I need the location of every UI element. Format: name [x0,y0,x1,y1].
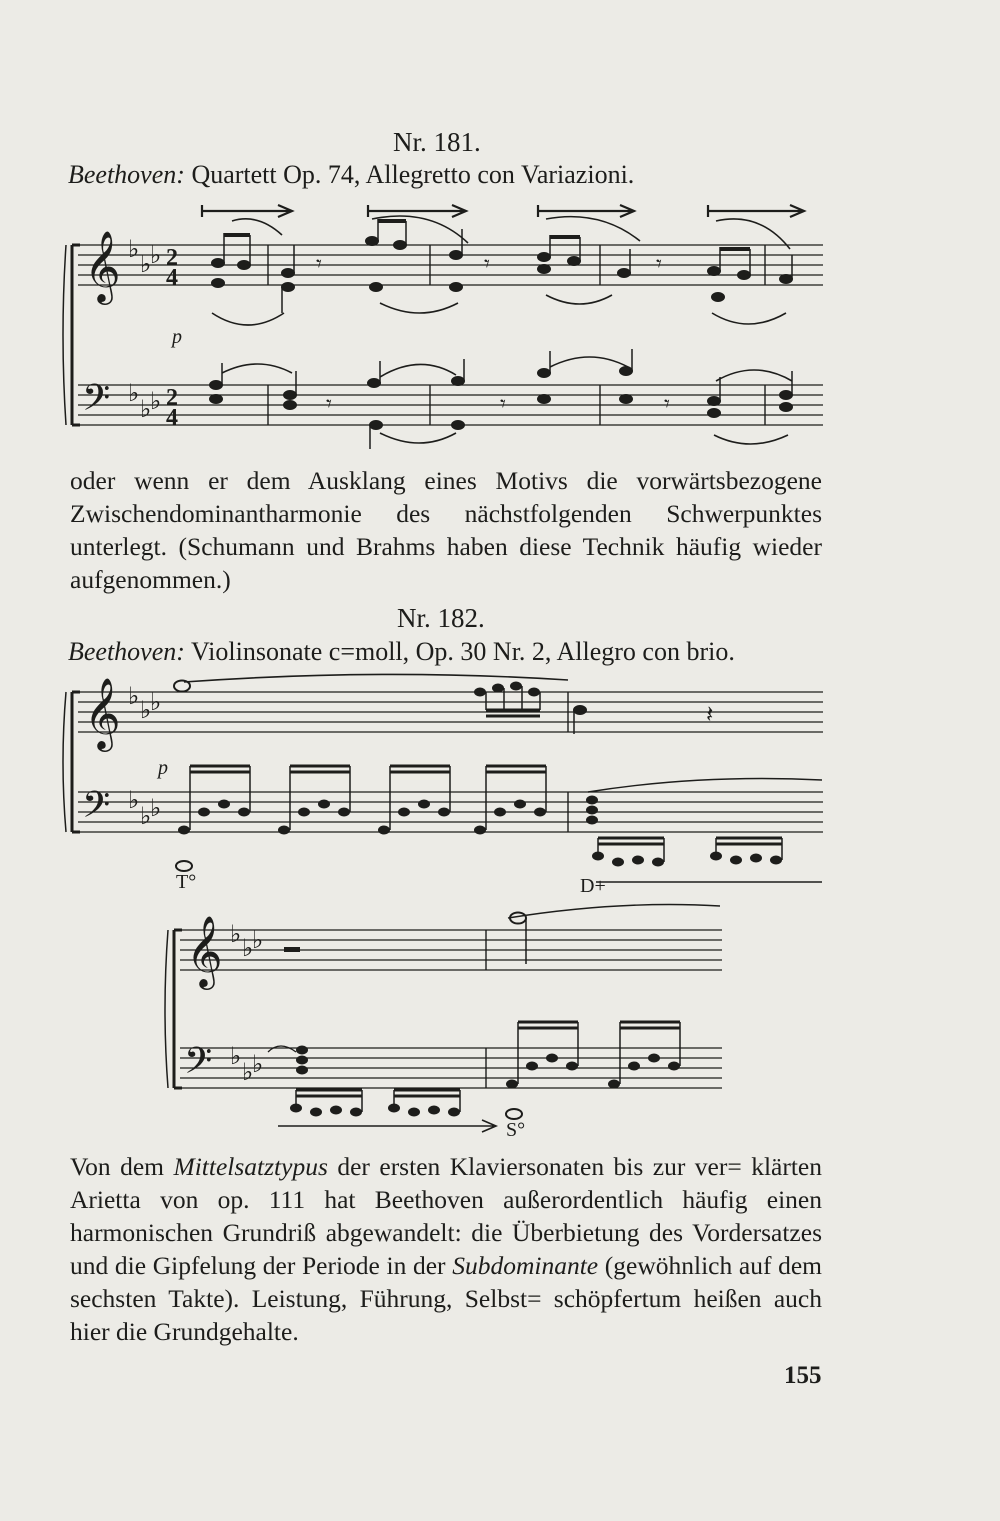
svg-text:♭: ♭ [252,928,264,954]
paragraph-1-text: oder wenn er dem Ausklang eines Motivs die vorwärtsbezogene Zwischendominantharmonie des nächstfolgenden Schwerpunktes unterlegt. (Schumann und Brahms haben diese Technik häufig wieder aufgenommen.) [70,466,822,594]
example-181-title [68,160,634,190]
dynamic-marking: p [172,326,182,348]
svg-text:♭: ♭ [230,922,242,948]
svg-text:𝄾: 𝄾 [484,251,490,276]
example-182-composer: Beethoven: [68,637,185,666]
page-number: 155 [784,1362,822,1389]
treble-clef-icon: 𝄞 [84,680,121,748]
svg-text:2: 2 [166,385,178,411]
svg-text:♭: ♭ [150,243,162,269]
treble-clef-icon: 𝄞 [84,233,121,301]
svg-text:𝄾: 𝄾 [326,391,332,416]
svg-text:♭: ♭ [230,1044,242,1070]
harmony-label-tonic: T° [176,871,197,893]
svg-text:𝄾: 𝄾 [664,391,670,416]
paragraph-2-part-1: Von dem [70,1152,174,1181]
paragraph-2-part-3: (gewöhnlich auf dem sechsten Takte). Leistung, Führung, Selbst= schöpfertum heißen auch hier die Grundgehalte. [70,1251,822,1346]
bass-clef-icon: 𝄢 [82,378,111,427]
paragraph-2 [70,1150,822,1348]
term-mittelsatztypus: Mittelsatztypus [173,1152,328,1181]
treble-clef-icon: 𝄞 [186,918,223,986]
svg-text:2: 2 [166,245,178,271]
svg-text:♭: ♭ [128,237,140,263]
treble-staff-181 [78,245,823,285]
svg-text:♭: ♭ [150,690,162,716]
svg-text:♭: ♭ [140,252,152,278]
harmony-label-dominant: D+ [580,875,606,897]
music-score-182-system-1 [0,670,1000,900]
harmony-label-subdominant: S° [506,1119,526,1140]
svg-text:♭: ♭ [140,397,152,423]
svg-text:♭: ♭ [150,389,162,415]
svg-text:♭: ♭ [140,698,152,724]
svg-text:𝄾: 𝄾 [500,391,506,416]
bass-clef-icon: 𝄢 [82,785,111,834]
svg-text:♭: ♭ [128,381,140,407]
music-score-181 [0,195,1000,450]
svg-text:♭: ♭ [140,804,152,830]
example-182-number: Nr. 182. [397,603,485,633]
paragraph-2-text [70,1150,822,1348]
svg-text:𝄽: 𝄽 [706,702,714,728]
svg-text:♭: ♭ [242,1060,254,1086]
example-181-composer: Beethoven: [68,160,185,189]
svg-text:♭: ♭ [252,1052,264,1078]
svg-text:♭: ♭ [128,788,140,814]
bass-clef-icon: 𝄢 [184,1041,213,1090]
svg-text:♭: ♭ [150,796,162,822]
example-181-number: Nr. 181. [393,127,481,157]
term-subdominante: Subdominante [452,1251,599,1280]
svg-text:𝄾: 𝄾 [316,251,322,276]
svg-text:𝄾: 𝄾 [656,251,662,276]
example-182-work: Violinsonate c=moll, Op. 30 Nr. 2, Allegro con brio. [184,637,735,666]
dynamic-marking: p [158,757,168,779]
paragraph-1 [70,464,822,596]
example-182-title [68,637,735,667]
svg-text:♭: ♭ [242,936,254,962]
svg-text:♭: ♭ [128,684,140,710]
music-score-182-system-2 [0,900,1000,1140]
example-181-work: Quartett Op. 74, Allegretto con Variazioni. [184,160,635,189]
svg-text:4: 4 [166,405,178,431]
paragraph-2-part-2: der ersten Klaviersonaten bis zur ver= klärten Arietta von op. 111 hat Beethoven außerordentlich häufig einen harmonischen Grundriß abgewandelt: die Überbietung des Vordersatzes und die Gipfelung der Periode in der [70,1152,822,1280]
svg-text:4: 4 [166,265,178,291]
